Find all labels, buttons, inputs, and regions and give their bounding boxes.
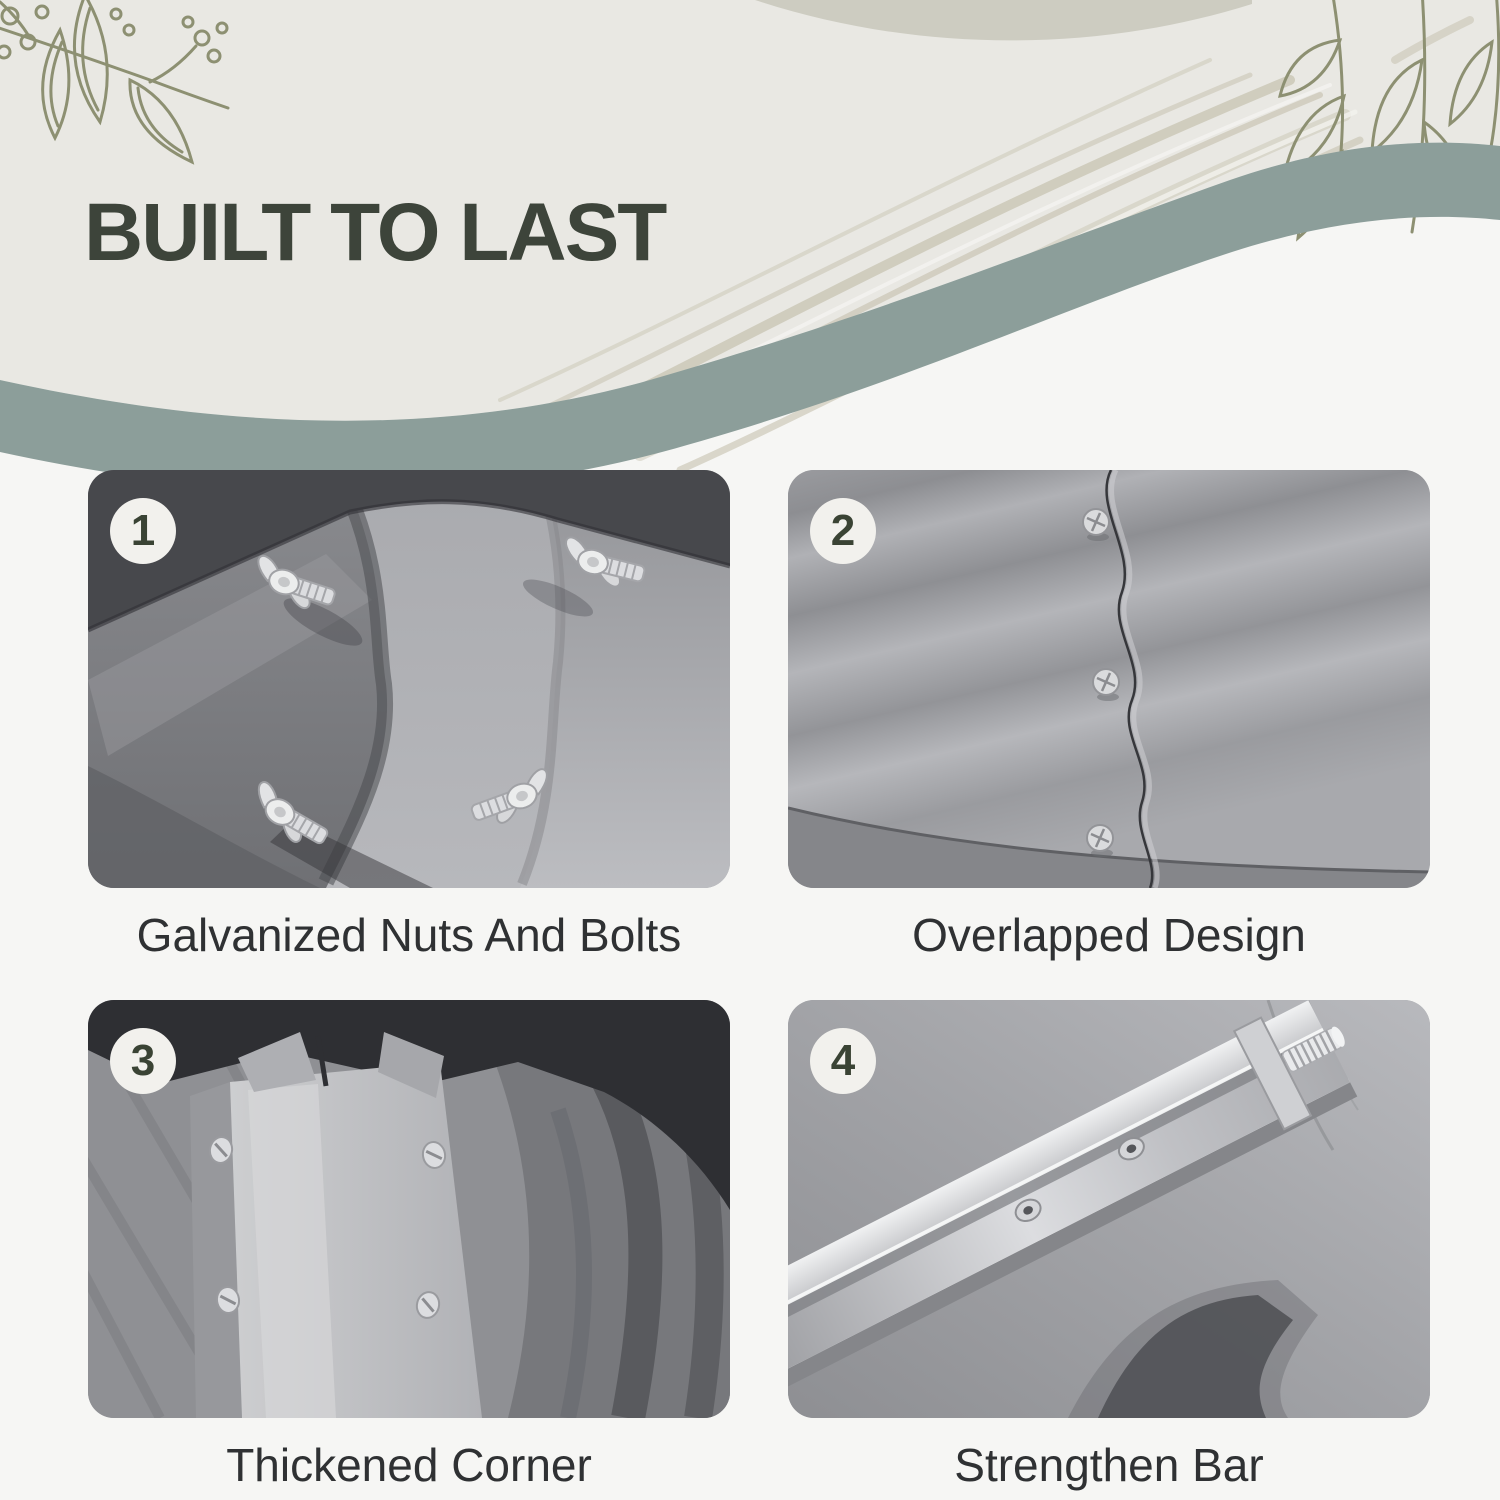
page-title: BUILT TO LAST	[84, 187, 666, 278]
feature-caption: Overlapped Design	[912, 909, 1306, 961]
feature-card-thickened-corner	[88, 1000, 730, 1500]
feature-grid	[88, 470, 1430, 1500]
overlapped-design-photo-illustration	[788, 470, 1430, 888]
feature-card-strengthen-bar	[788, 1000, 1430, 1500]
nuts-bolts-photo-illustration	[88, 470, 730, 888]
feature-caption: Galvanized Nuts And Bolts	[136, 909, 682, 961]
feature-caption: Thickened Corner	[226, 1439, 592, 1491]
feature-card-overlapped-design	[788, 470, 1430, 1000]
thickened-corner-photo-illustration	[88, 1000, 730, 1418]
feature-photo-thickened-corner	[88, 1000, 730, 1418]
number-badge	[810, 498, 876, 564]
badge-number: 1	[130, 506, 156, 555]
feature-caption: Strengthen Bar	[954, 1439, 1264, 1491]
number-badge	[110, 1028, 176, 1094]
number-badge	[110, 498, 176, 564]
strengthen-bar-photo-illustration	[788, 1000, 1430, 1418]
feature-photo-strengthen-bar	[788, 1000, 1430, 1418]
badge-number: 2	[830, 506, 856, 555]
feature-card-nuts-bolts	[88, 470, 730, 1000]
feature-photo-overlapped-design	[788, 470, 1430, 888]
badge-number: 4	[830, 1036, 856, 1085]
number-badge	[810, 1028, 876, 1094]
badge-number: 3	[130, 1036, 156, 1085]
feature-photo-nuts-bolts	[88, 470, 730, 888]
